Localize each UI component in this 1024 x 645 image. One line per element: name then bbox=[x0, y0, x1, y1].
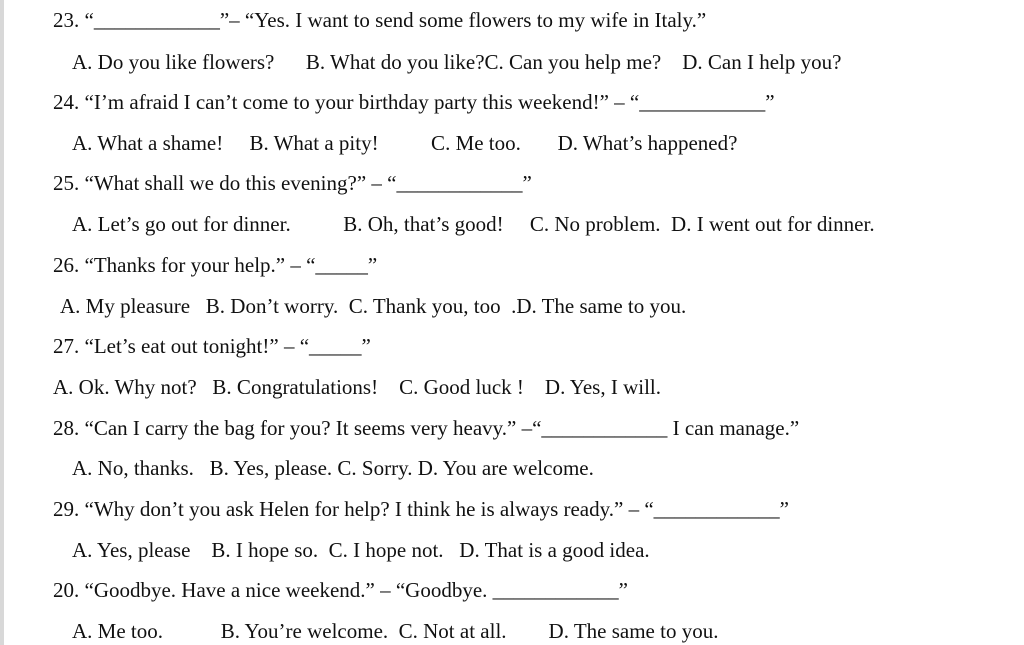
question-26-options: A. My pleasure B. Don’t worry. C. Thank you, too .D. The same to you. bbox=[60, 294, 687, 318]
question-24-options: A. What a shame! B. What a pity! C. Me too. D. What’s happened? bbox=[72, 131, 738, 155]
question-26: 26. “Thanks for your help.” – “_____” bbox=[53, 253, 378, 277]
page-left-edge bbox=[0, 0, 4, 645]
question-28-options: A. No, thanks. B. Yes, please. C. Sorry. D. You are welcome. bbox=[72, 456, 594, 480]
question-29: 29. “Why don’t you ask Helen for help? I think he is always ready.” – “____________” bbox=[53, 497, 789, 521]
question-20-options: A. Me too. B. You’re welcome. C. Not at all. D. The same to you. bbox=[72, 619, 719, 643]
question-25: 25. “What shall we do this evening?” – “____________” bbox=[53, 171, 532, 195]
question-27-options: A. Ok. Why not? B. Congratulations! C. Good luck ! D. Yes, I will. bbox=[53, 375, 662, 399]
question-27: 27. “Let’s eat out tonight!” – “_____” bbox=[53, 334, 371, 358]
question-20: 20. “Goodbye. Have a nice weekend.” – “Goodbye. ____________” bbox=[53, 578, 628, 602]
question-23: 23. “____________”– “Yes. I want to send some flowers to my wife in Italy.” bbox=[53, 8, 707, 32]
question-29-options: A. Yes, please B. I hope so. C. I hope not. D. That is a good idea. bbox=[72, 538, 650, 562]
question-28: 28. “Can I carry the bag for you? It seems very heavy.” –“____________ I can manage.” bbox=[53, 416, 800, 440]
question-23-options: A. Do you like flowers? B. What do you like?C. Can you help me? D. Can I help you? bbox=[72, 50, 842, 74]
question-25-options: A. Let’s go out for dinner. B. Oh, that’s good! C. No problem. D. I went out for dinner. bbox=[72, 212, 875, 236]
question-24: 24. “I’m afraid I can’t come to your birthday party this weekend!” – “____________” bbox=[53, 90, 775, 114]
